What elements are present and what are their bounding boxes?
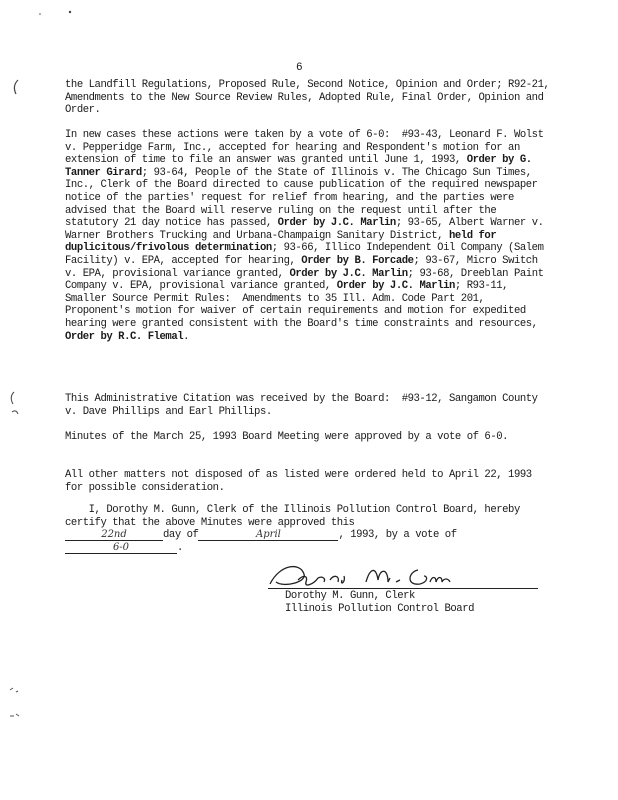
case-text: ; 93-66, Illico Independent Oil Company (Salem Facility) v. EPA, accepted for hearing, [65,242,550,267]
case-text: ; 93-65, Albert Warner v. Warner Brothers Trucking and Urbana-Champaign Sanitary District, [65,217,550,242]
order-reference: Order by B. Forcade [301,254,414,267]
order-reference: Order by R.C. Flemal [65,330,184,343]
case-text: ; 93-67, Micro Switch v. EPA, provisional variance granted, [65,254,544,280]
case-text: In new cases these actions were taken by a vote of 6-0: #93-43, Leonard F. Wolst v. Pepperidge Farm, Inc., accepted for hearing and Respondent's motion for an extension of time to file an answer was granted until June 1, 1993, [65,129,550,167]
case-text: ; 93-64, People of the State of Illinois v. The Chicago Sun Times, Inc., Clerk of the Board directed to cause publication of the required newspaper notice of the parties' request for relief from hearing, and the parties were advised that the Board will reserve ruling on the request until after the statutory 21 day notice has passed, [65,166,544,230]
order-reference: Order by J.C. Marlin [289,267,408,280]
order-reference: Order by J.C. Marlin [277,217,396,230]
signature-line [268,588,538,589]
day-handwritten: 22nd [101,529,127,541]
paragraph-held-matters: All other matters not disposed of as listed were ordered held to April 22, 1993 for possible consideration. [65,469,538,494]
certification-end: . [177,541,183,554]
signer-name: Dorothy M. Gunn, Clerk [285,590,415,602]
vote-handwritten: 6-0 [112,541,130,553]
month-blank [198,529,338,541]
day-blank [65,529,163,541]
vote-blank [65,542,177,554]
case-text: ; R93-11, Smaller Source Permit Rules: Amendments to 35 Ill. Adm. Code Part 201, Proponent's motion for waiver of certain requirements and motion for expedited hearing were granted consistent with the Board's time constraints and resources, [65,280,544,330]
paragraph-citation: This Administrative Citation was received by the Board: #93-12, Sangamon County v. Dave Phillips and Earl Phillips. [65,393,544,418]
paragraph-new-cases [65,129,550,343]
certification-text: I, Dorothy M. Gunn, Clerk of the Illinois Pollution Control Board, hereby certify that the above Minutes were approved this [65,504,526,529]
signer-organization: Illinois Pollution Control Board [285,602,475,615]
day-of-label: day of [163,529,199,542]
case-text: . [183,330,190,343]
order-reference: Order by J.C. Marlin [336,280,455,293]
month-handwritten: April [256,529,281,541]
case-text: ; 93-68, Dreeblan Paint Company v. EPA, provisional variance granted, [65,267,550,293]
certification-paragraph [65,504,550,554]
paragraph-minutes: Minutes of the March 25, 1993 Board Meeting were approved by a vote of 6-0. [65,431,509,443]
order-reference: Order by G. Tanner Girard [65,154,538,179]
page-number: 6 [296,62,303,74]
year-text: , 1993, by a vote of [338,529,457,542]
signature-block [285,590,474,615]
paragraph-landfill: the Landfill Regulations, Proposed Rule, Second Notice, Opinion and Order; R92-21, Amendments to the New Source Review Rules, Adopted Rule, Final Order, Opinion and Order. [65,79,556,117]
order-reference: held for duplicitous/frivolous determination [65,229,503,255]
